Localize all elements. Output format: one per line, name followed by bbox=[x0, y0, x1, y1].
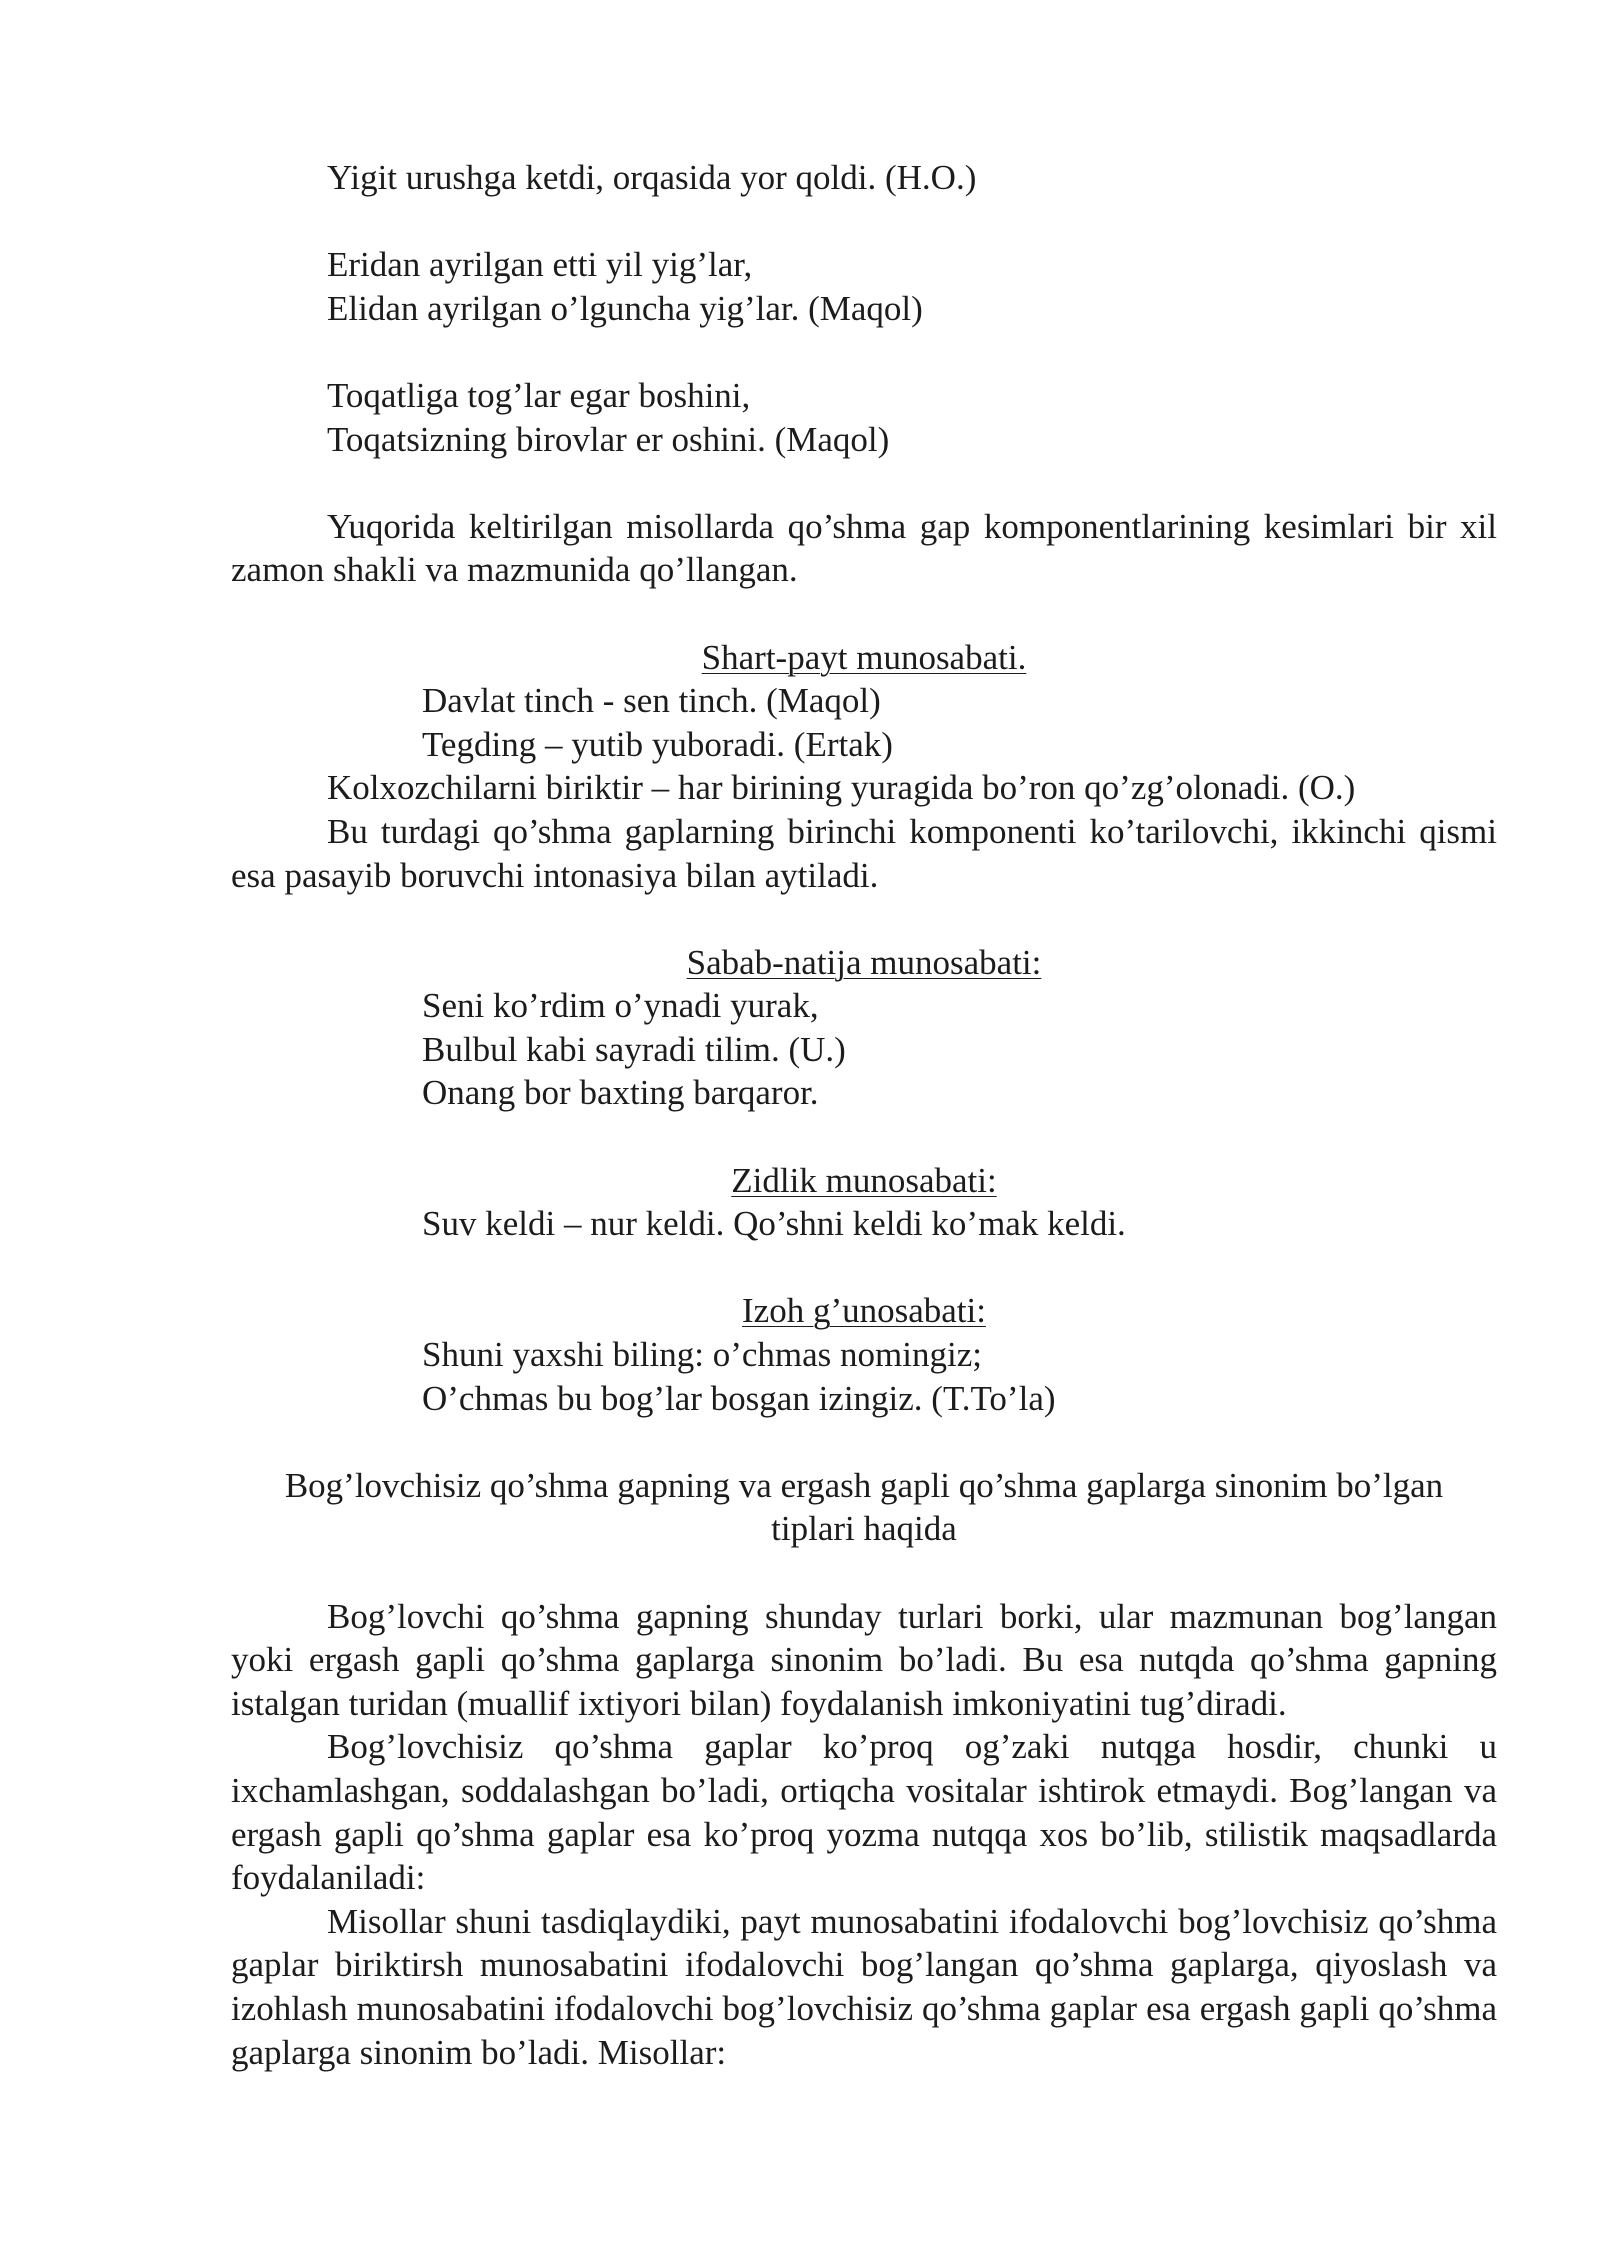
subheading-shart-payt: Shart-payt munosabati. bbox=[701, 637, 1027, 677]
section-zidlik bbox=[231, 1159, 1497, 1246]
proverb-line: Toqatliga tog’lar egar boshini, bbox=[327, 375, 751, 415]
page-content bbox=[231, 156, 1497, 2074]
section-sabab-natija bbox=[231, 941, 1497, 1115]
example-line: Kolxozchilarni biriktir – har birining yuragida bo’ron qo’zg’olonadi. (O.) bbox=[327, 768, 1356, 808]
example-line: Seni ko’rdim o’ynadi yurak, bbox=[422, 986, 819, 1026]
subheading-izoh: Izoh g’unosabati: bbox=[742, 1291, 986, 1331]
proverb-line: Eridan ayrilgan etti yil yig’lar, bbox=[327, 245, 753, 285]
proverb-1 bbox=[231, 243, 1497, 330]
example-line: Bulbul kabi sayradi tilim. (U.) bbox=[422, 1029, 846, 1069]
example-line: O’chmas bu bog’lar bosgan izingiz. (T.To’la) bbox=[422, 1378, 1056, 1418]
subheading-sabab-natija: Sabab-natija munosabati: bbox=[686, 942, 1042, 982]
section-izoh bbox=[231, 1289, 1497, 1420]
example-line: Onang bor baxting barqaror. bbox=[422, 1073, 819, 1113]
proverb-2 bbox=[231, 374, 1497, 461]
subheading-zidlik: Zidlik munosabati: bbox=[731, 1160, 997, 1200]
section-title-line: tiplari haqida bbox=[771, 1509, 957, 1549]
example-sentence: Yigit urushga ketdi, orqasida yor qoldi. (H.O.) bbox=[327, 158, 977, 197]
example-line: Shuni yaxshi biling: o’chmas nomingiz; bbox=[422, 1335, 982, 1375]
example-line: Davlat tinch - sen tinch. (Maqol) bbox=[422, 681, 881, 721]
example-line: Suv keldi – nur keldi. Qo’shni keldi ko’mak keldi. bbox=[422, 1204, 1126, 1244]
section-title-line: Bog’lovchisiz qo’shma gapning va ergash gapli qo’shma gaplarga sinonim bo’lgan bbox=[284, 1465, 1444, 1505]
section-title bbox=[231, 1464, 1497, 1551]
body-paragraph: Bog’lovchi qo’shma gapning shunday turlari borki, ular mazmunan bog’langan yoki ergash gapli qo’shma gaplarga sinonim bo’ladi. Bu esa nutqda qo’shma gapning istalgan turidan (muallif ixtiyori bilan) foydalanish imkoniyatini tug’diradi. bbox=[231, 1596, 1497, 1723]
section-shart-payt bbox=[231, 636, 1497, 898]
body-paragraph: Misollar shuni tasdiqlaydiki, payt munosabatini ifodalovchi bog’lovchisiz qo’shma gaplar biriktirsh munosabatini ifodalovchi bog’langan qo’shma gaplarga, qiyoslash va izohlash munosabatini ifodalovchi bog’lovchisiz qo’shma gaplar esa ergash gapli qo’shma gaplarga sinonim bo’ladi. Misollar: bbox=[231, 1901, 1497, 2072]
proverb-line: Toqatsizning birovlar er oshini. (Maqol) bbox=[327, 419, 890, 459]
body-paragraph: Bog’lovchisiz qo’shma gaplar ko’proq og’zaki nutqga hosdir, chunki u ixchamlashgan, soddalashgan bo’ladi, ortiqcha vositalar ishtirok etmaydi. Bog’langan va ergash gapli qo’shma gaplar esa ko’proq yozma nutqqa xos bo’lib, stilistik maqsadlarda foydalaniladi: bbox=[231, 1727, 1497, 1898]
explanation-paragraph: Bu turdagi qo’shma gaplarning birinchi komponenti ko’tarilovchi, ikkinchi qismi esa pasayib boruvchi intonasiya bilan aytiladi. bbox=[231, 811, 1497, 895]
proverb-line: Elidan ayrilgan o’lguncha yig’lar. (Maqol) bbox=[327, 288, 923, 328]
example-line: Tegding – yutib yuboradi. (Ertak) bbox=[422, 724, 893, 764]
intro-paragraph: Yuqorida keltirilgan misollarda qo’shma gap komponentlarining kesimlari bir xil zamon shakli va mazmunida qo’llangan. bbox=[231, 506, 1497, 590]
